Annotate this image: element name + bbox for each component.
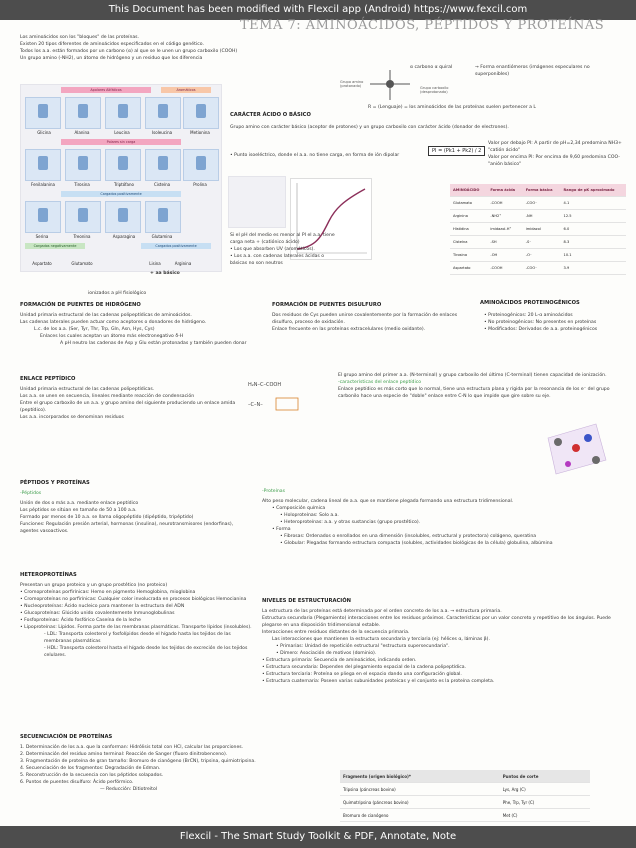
svg-text:H₂N–C–COOH: H₂N–C–COOH bbox=[248, 382, 282, 388]
aa-structure-cell bbox=[105, 201, 141, 233]
peptides-proteins-heading: PÉPTIDOS Y PROTEÍNAS bbox=[20, 480, 90, 486]
peptide-plane-model bbox=[540, 418, 612, 480]
proteins-line: Alto peso molecular, cadena lineal de a.a. que se mantiene plegada formando una estructura tridimensional. bbox=[262, 499, 514, 504]
aa-name: Treonina bbox=[73, 234, 91, 239]
heteroproteins-line: • Lipoproteínas: Lípidos. Forma parte de las membranas plasmáticas. Transporte lípidos (insolubles). bbox=[20, 625, 252, 630]
peptide-reaction-icon bbox=[246, 372, 328, 418]
pk-table-header: AMINOÁCIDO bbox=[450, 184, 487, 197]
group-header: Apolares Alifáticos bbox=[61, 87, 151, 93]
peptide-line: Entre el grupo carboxilo de un a.a. y grupo amino del siguiente produciendo un enlace amida (peptídico). bbox=[20, 401, 236, 413]
pk-table-header: Rango de pK aproximado bbox=[561, 184, 626, 197]
aa-structure-cell bbox=[145, 149, 181, 181]
watermark-banner-top: This Document has been modified with Flexcil app (Android) https://www.fexcil.com bbox=[0, 0, 636, 20]
heteroproteins-text bbox=[20, 582, 256, 659]
ph-note: Si el pH del medio es menor al PI el a.a. tiene carga neta + (catiónico ácido) bbox=[230, 233, 335, 245]
heteroproteins-line: • Nucleoproteínas: Ácido nucleico para mantener la estructura del ADN bbox=[20, 604, 185, 609]
aa-structure-diagram bbox=[340, 62, 630, 110]
group-header: Cargados negativamente bbox=[25, 243, 85, 249]
sequencing-step: 6. Puntos de puentes disulfuro: Ácido perfórmico. bbox=[20, 780, 134, 785]
levels-line: Estructura secundaria (Plegamiento) interacciones entre los residuos próximos. Características por un valor concreto y repetitivo de los ángulos. Puede plegarse en una disposición tridimensional estable. bbox=[262, 616, 611, 628]
acid-base-text: Grupo amino con carácter básico (aceptor de protones) y un grupo carboxilo con carácter ácido (donador de electrones). bbox=[230, 125, 509, 130]
disulfide-line: Enlace frecuente en las proteínas extracelulares (medio oxidante). bbox=[272, 327, 426, 332]
aa-name: Aspartato bbox=[32, 261, 52, 266]
aa-name: Tirosina bbox=[74, 182, 90, 187]
aa-structure-cell bbox=[145, 201, 181, 233]
pk-note: Valor por debajo PI: A partir de pH=2,34 predomina NH3+ "catión ácido" bbox=[488, 141, 622, 153]
aa-structure-cell bbox=[145, 97, 181, 129]
sidechain-note: R = (Lenguaje) = los aminoácidos de las proteínas suelen pertenecer a L bbox=[368, 105, 536, 110]
hbond-line: A pH neutro las cadenas de Asp y Glu están protonadas y también pueden donar bbox=[60, 341, 247, 346]
table-row: Aspartato -COOH -COO⁻ 3.9 bbox=[450, 262, 626, 275]
hbond-line: Las cadenas laterales pueden actuar como aceptores o donadores de hidrógeno. bbox=[20, 320, 207, 325]
hbond-line: L.c. de los a.a. (Ser, Tyr, Thr, Trp, Gln, Asn, Hys, Cys) bbox=[34, 327, 155, 332]
levels-text bbox=[262, 608, 630, 685]
heteroproteins-heading: HETEROPROTEÍNAS bbox=[20, 572, 77, 578]
peptides-text bbox=[20, 500, 250, 535]
table-row: Quimotripsina (páncreas bovino) Phe, Trp, Tyr (C) bbox=[340, 796, 590, 809]
proteins-text bbox=[262, 498, 630, 547]
peptide-right-line: -características del enlace peptídico bbox=[338, 380, 422, 385]
aa-structure-cell bbox=[183, 149, 219, 181]
alpha-carbon-label: α carbono α quiral bbox=[410, 65, 453, 70]
sequencing-step: 5. Reconstrucción de la secuencia con los péptidos solapados. bbox=[20, 773, 164, 778]
ph-notes bbox=[230, 232, 340, 267]
intro-line: Los aminoácidos son los "bloques" de las proteínas. bbox=[20, 35, 140, 40]
aa-name: Glicina bbox=[37, 130, 51, 135]
proteins-line: • Composición química bbox=[272, 506, 326, 511]
aa-structure-cell bbox=[25, 97, 61, 129]
proteins-line: • Fibrosas: Ordenados o enrollados en una dimensión (insolubles, estructural y protectora) colágeno, queratina bbox=[280, 534, 537, 539]
proteinogenic-heading: AMINOÁCIDOS PROTEINOGÉNICOS bbox=[480, 300, 580, 306]
peptide-text bbox=[20, 386, 240, 421]
sequencing-step: 4. Secuenciación de los fragmentos: Degradación de Edman. bbox=[20, 766, 161, 771]
aa-structure-cell bbox=[25, 201, 61, 233]
pk-table bbox=[450, 184, 626, 275]
aa-name: Alanina bbox=[74, 130, 90, 135]
heteroproteins-line: • Glucoproteínas: Glúcido unido covalentemente Inmunoglobulinas bbox=[20, 611, 175, 616]
proteinogenic-item: • Proteinogénicos: 20 L-α aminoácidos bbox=[484, 313, 573, 318]
levels-line: • Dímero: Asociación de motivos (dominio). bbox=[276, 651, 377, 656]
proteins-subheading: -Proteínas bbox=[262, 489, 285, 494]
group-header: Cargados positivamente bbox=[141, 243, 211, 249]
aa-structure-cell bbox=[25, 149, 61, 181]
aa-name: Isoleucina bbox=[151, 130, 173, 135]
cleavage-header: Puntos de corte bbox=[500, 770, 590, 783]
svg-text:–C–N–: –C–N– bbox=[248, 402, 263, 408]
levels-heading: NIVELES DE ESTRUCTURACIÓN bbox=[262, 598, 351, 604]
table-row: Tirosina -OH -O⁻ 10.1 bbox=[450, 249, 626, 262]
molecule-model-icon bbox=[540, 418, 612, 480]
table-row: Cisteína -SH -S⁻ 8.3 bbox=[450, 236, 626, 249]
sequencing-steps bbox=[20, 744, 282, 793]
ph-note: • Los a.a. con cadenas laterales ácidas o básicas no son neutros bbox=[230, 254, 325, 266]
amino-acid-chart bbox=[20, 84, 222, 272]
heteroproteins-line: • Cromoproteínas porfirínicas: Hemo en pigmento Hemoglobina, mioglobina bbox=[20, 590, 196, 595]
enantiomer-note: → Forma enantiómeros (imágenes especulares no superponibles) bbox=[475, 65, 590, 77]
levels-line: • Primarias: Unidad de repetición estructural "estructura supersecundaria". bbox=[276, 644, 450, 649]
pk-notes bbox=[488, 140, 628, 168]
isoelectric-point-line: • Punto isoeléctrico, donde el a.a. no tiene carga, en forma de ión dipolar bbox=[230, 153, 400, 158]
peptide-line: Unidad primaria estructural de las cadenas polipeptídicas. bbox=[20, 387, 155, 392]
hbond-text bbox=[20, 312, 260, 347]
aa-name: Arginina bbox=[174, 261, 192, 266]
intro-line: Todos los a.a. están formados por un carbono (α) al que se le unen un grupo carboxilo (COOH) bbox=[20, 49, 238, 54]
carboxyl-group-label: Grupo carboxilo (desprotonado) bbox=[420, 86, 449, 94]
page-title: TEMA 7: AMINOÁCIDOS, PÉPTIDOS Y PROTEÍNAS bbox=[240, 18, 605, 33]
table-row: Bromuro de cianógeno Met (C) bbox=[340, 809, 590, 822]
aa-name: Prolina bbox=[193, 182, 207, 187]
peptides-subheading: -Péptidos bbox=[20, 491, 42, 496]
aa-name: Leucina bbox=[114, 130, 130, 135]
proteins-line: • Globular: Plegadas formando estructura compacta (solubles, actividades biológicas de la célula) globulina, albúmina bbox=[280, 541, 553, 546]
levels-line: • Estructura cuaternaria: Poseen varias subunidades proteicas y el conjunto es la proteína completa. bbox=[262, 679, 495, 684]
levels-line: • Estructura terciaria: Proteína se pliega en el espacio dando una configuración global. bbox=[262, 672, 462, 677]
heteroproteins-line: - LDL: Transporta colesterol y fosfolípidos desde el hígado hasta los tejidos de las membranas plasmáticas bbox=[44, 632, 231, 644]
table-row: Arginina -NH2⁺ -NH 12.5 bbox=[450, 210, 626, 223]
levels-line: La estructura de las proteínas está determinada por el orden concreto de los a.a. → estructura primaria. bbox=[262, 609, 502, 614]
aa-structure-cell bbox=[65, 201, 101, 233]
sequencing-heading: SECUENCIACIÓN DE PROTEÍNAS bbox=[20, 734, 113, 740]
table-row: Glutamato -COOH -COO⁻ 4.1 bbox=[450, 197, 626, 210]
aa-name: Cisteína bbox=[153, 182, 171, 187]
sequencing-step: 1. Determinación de los a.a. que la conforman: Hidrólisis total con HCl, calcular las proporciones. bbox=[20, 745, 244, 750]
aa-name: Glutamina bbox=[151, 234, 173, 239]
amino-group-label: Grupo amino (protonado) bbox=[340, 80, 364, 88]
levels-line: Las interacciones que mantienen la estructura secundaria y terciaria (ej: hélices α, láminas β). bbox=[272, 637, 490, 642]
ph-note: • Los que absorben UV (aromáticos). bbox=[230, 247, 315, 252]
peptide-bond-diagram bbox=[246, 372, 328, 418]
acid-base-heading: CARÁCTER ÁCIDO O BÁSICO bbox=[230, 112, 311, 118]
proteinogenic-list bbox=[484, 312, 632, 333]
peptide-line: Los a.a. se unen en secuencia, lineales mediante reacción de condensación bbox=[20, 394, 195, 399]
aa-structure-cell bbox=[65, 97, 101, 129]
proteins-line: • Forma bbox=[272, 527, 291, 532]
intro-line: Un grupo amino (-NH2), un átomo de hidrógeno y un residuo que los diferencia bbox=[20, 56, 203, 61]
pk-table-header: Forma ácida bbox=[487, 184, 522, 197]
aa-structure-cell bbox=[105, 97, 141, 129]
levels-line: • Estructura primaria: Secuencia de aminoácidos, indicando orden. bbox=[262, 658, 417, 663]
aa-structure-cell bbox=[183, 97, 219, 129]
disulfide-text bbox=[272, 312, 472, 333]
peptide-line: Los a.a. incorporados se denominan residuos bbox=[20, 415, 124, 420]
proteinogenic-item: • No proteinogénicos: No presentes en proteínas bbox=[484, 320, 597, 325]
heteroproteins-line: • Cromoproteínas no porfirínicas: Cualquier color involucrada en procesos biológicos Hemocianina bbox=[20, 597, 247, 602]
sequencing-step: 2. Determinación del residuo amino terminal: Reacción de Sanger (fluoro dinitrobenceno). bbox=[20, 752, 228, 757]
watermark-banner-bottom: Flexcil - The Smart Study Toolkit & PDF, Annotate, Note bbox=[0, 826, 636, 848]
disulfide-heading: FORMACIÓN DE PUENTES DISULFURO bbox=[272, 302, 382, 308]
aa-name: Lisina bbox=[149, 261, 161, 266]
aa-name: Triptófano bbox=[113, 182, 134, 187]
peptide-right-text bbox=[338, 372, 630, 400]
aa-chart-caption: ionizados a pH fisiológico bbox=[88, 291, 147, 296]
group-header: Polares sin carga bbox=[61, 139, 181, 145]
proteinogenic-item: • Modificados: Derivados de a.a. proteinogénicos bbox=[484, 327, 598, 332]
intro-line: Existen 20 tipos diferentes de aminoácidos especificados en el código genético. bbox=[20, 42, 204, 47]
table-row: Histidina imidazol-H⁺ imidazol 6.0 bbox=[450, 223, 626, 236]
peptide-right-line: El grupo amino del primer a.a. (N-terminal) y grupo carboxilo del último (C-terminal) tienen capacidad de ionización. bbox=[338, 373, 607, 378]
aa-structure-cell bbox=[65, 149, 101, 181]
sequencing-step: — Reducción: Ditiotreitol bbox=[100, 787, 158, 792]
peptides-line: Unión de dos o más a.a. mediante enlace peptídico bbox=[20, 501, 139, 506]
table-row: Tripsina (páncreas bovino) Lys, Arg (C) bbox=[340, 783, 590, 796]
ionization-diagram bbox=[228, 176, 286, 228]
proteins-line: • Heteroproteínas: a.a. y otras sustancias (grupo prostético). bbox=[280, 520, 421, 525]
heteroproteins-line: • Fosfoproteínas: Ácido fosfórico Caseína de la leche bbox=[20, 618, 141, 623]
proteins-line: • Holoproteínas: Solo a.a. bbox=[280, 513, 339, 518]
sequencing-step: 3. Fragmentación de proteína de gran tamaño: Bromuro de cianógeno (BrCN), tripsina, quimiotripsina. bbox=[20, 759, 256, 764]
peptide-heading: ENLACE PEPTÍDICO bbox=[20, 376, 76, 382]
peptides-line: Formado por menos de 10 a.a. se llama oligopéptido (dipéptido, tripéptido) bbox=[20, 515, 194, 520]
aa-name: Serina bbox=[35, 234, 49, 239]
levels-line: Interacciones entre residuos distantes de la secuencia primaria. bbox=[262, 630, 410, 635]
pk-table-header: Forma básica bbox=[523, 184, 561, 197]
group-header: Cargados positivamente bbox=[61, 191, 181, 197]
aa-name: Asparagina bbox=[112, 234, 136, 239]
cleavage-header: Fragmento (origen biológico)* bbox=[340, 770, 500, 783]
group-header: Aromáticos bbox=[161, 87, 211, 93]
heteroproteins-line: - HDL: Transporta colesterol hasta el hígado desde los tejidos de excreción de los tejidos celulares. bbox=[44, 646, 248, 658]
peptides-line: Los péptidos se sitúan en tamaño de 50 a 100 a.a. bbox=[20, 508, 137, 513]
levels-line: • Estructura secundaria: Dependen del plegamiento espacial de la cadena polipeptídica. bbox=[262, 665, 467, 670]
aa-basic-label: + aa básico bbox=[150, 271, 180, 276]
intro-block bbox=[20, 34, 320, 62]
pi-formula-box: PI = (Pk1 + Pk2) / 2 bbox=[428, 146, 485, 156]
aa-name: Fenilalanina bbox=[31, 182, 55, 187]
disulfide-line: Dos residuos de Cys pueden unirse covalentemente por la formación de enlaces disulfuro, proceso de oxidación. bbox=[272, 313, 458, 325]
hbond-line: Unidad primaria estructural de las cadenas polipeptídicas de aminoácidos. bbox=[20, 313, 192, 318]
aa-name: Metionina bbox=[190, 130, 210, 135]
hbond-line: Enlaces los cuales aceptan un átomo más electronegativo δ-H bbox=[40, 334, 184, 339]
hbond-heading: FORMACIÓN DE PUENTES DE HIDRÓGENO bbox=[20, 302, 141, 308]
aa-structure-cell bbox=[105, 149, 141, 181]
heteroproteins-line: Presentan un grupo proteico y un grupo prostético (no proteico) bbox=[20, 583, 168, 588]
aa-name: Glutamato bbox=[71, 261, 93, 266]
peptides-line: Funciones: Regulación presión arterial, hormonas (insulina), neurotransmisores (endorfinas), agentes vasoactivos. bbox=[20, 522, 234, 534]
pk-note: Valor por encima PI: Por encima de 9,60 predomina COO- "anión básico" bbox=[488, 155, 620, 167]
peptide-right-line: Enlace peptídico es más corto que lo normal, tiene una estructura plana y rígida por la resonancia de los e⁻ del grupo carbonilo hace una especie de "doble" enlace entre C-N lo que impide que gire sobre su eje. bbox=[338, 387, 610, 399]
